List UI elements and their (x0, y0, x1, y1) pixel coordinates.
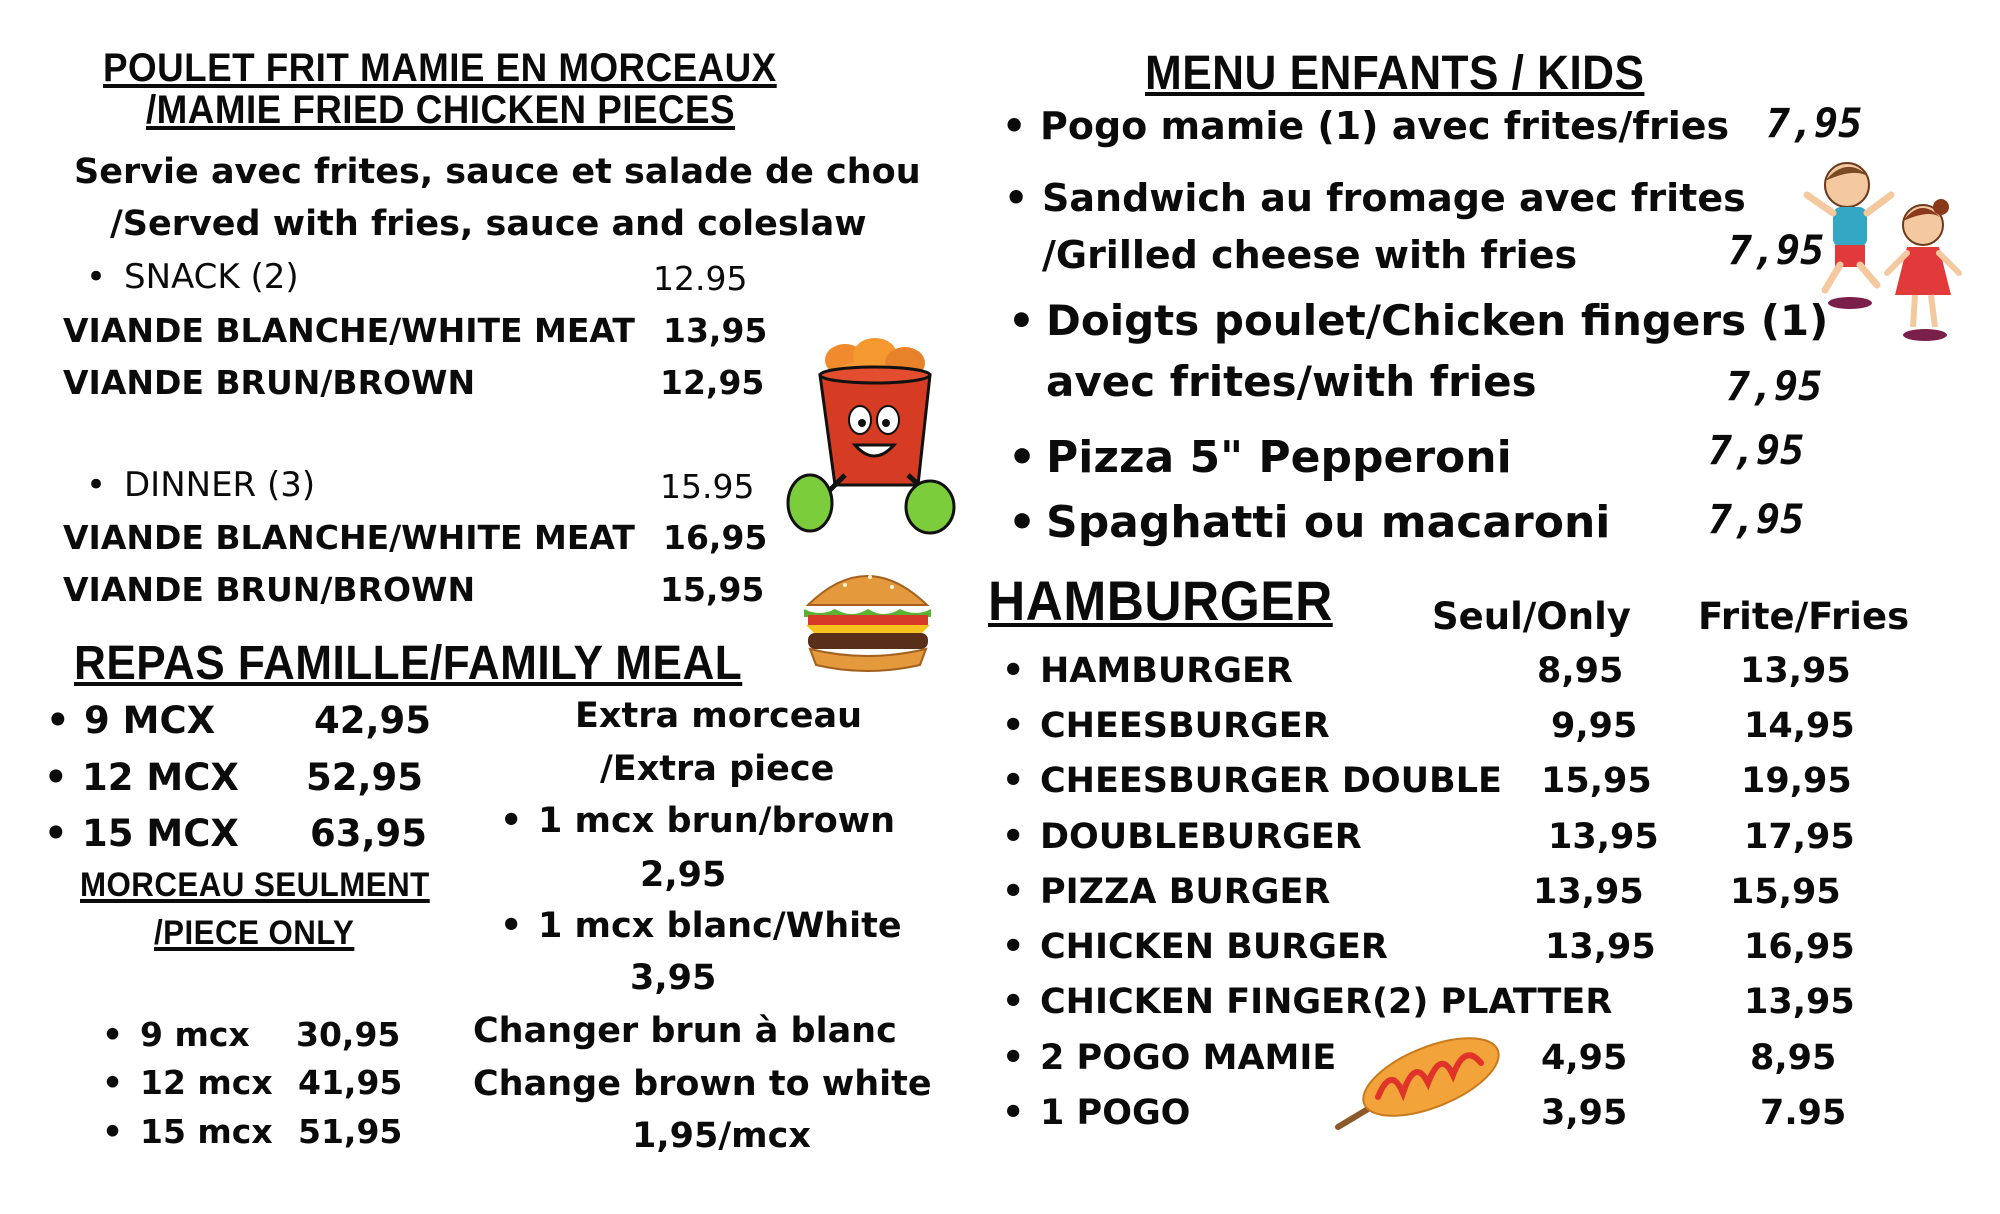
chicken-title-line1: POULET FRIT MAMIE EN MORCEAUX (103, 46, 777, 90)
burger-row-4-only: 13,95 (1548, 817, 1659, 857)
kids-item-1: • Pogo mamie (1) avec frites/fries (1040, 104, 1729, 148)
extra-line1: Extra morceau (575, 696, 863, 736)
snack-price: 12.95 (653, 259, 748, 298)
dinner-price: 15.95 (660, 467, 755, 506)
burger-row-7-label: • CHICKEN FINGER(2) PLATTER (1040, 982, 1612, 1022)
dinner-white-price: 16,95 (663, 518, 768, 557)
family-item-3-price: 63,95 (310, 812, 428, 855)
piece-item-3-label: • 15 mcx (140, 1112, 273, 1151)
piece-only-line1: MORCEAU SEULMENT (80, 866, 430, 904)
corndog-icon (1333, 1035, 1503, 1135)
burger-row-9-label: • 1 POGO (1040, 1093, 1190, 1133)
burger-row-8-label: • 2 POGO MAMIE (1040, 1038, 1336, 1078)
kids-item-5: • Spaghatti ou macaroni (1046, 497, 1610, 548)
extra-line2: /Extra piece (600, 749, 835, 789)
burger-row-5-only: 13,95 (1533, 872, 1644, 912)
burger-row-8-fries: 8,95 (1750, 1038, 1837, 1078)
kids-title: MENU ENFANTS / KIDS (1145, 47, 1645, 100)
burger-row-9-only: 3,95 (1541, 1093, 1628, 1133)
dinner-white-label: VIANDE BLANCHE/WHITE MEAT (63, 518, 635, 557)
burger-row-7-fries: 13,95 (1744, 982, 1855, 1022)
burger-row-6-only: 13,95 (1545, 927, 1656, 967)
family-title: REPAS FAMILLE/FAMILY MEAL (74, 637, 743, 690)
hamburger-title: HAMBURGER (988, 569, 1333, 632)
chicken-subtitle-line1: Servie avec frites, sauce et salade de chou (74, 152, 921, 192)
burger-row-2-fries: 14,95 (1744, 706, 1855, 746)
burger-row-5-fries: 15,95 (1730, 872, 1841, 912)
burger-row-5-label: • PIZZA BURGER (1040, 872, 1330, 912)
burger-row-3-label: • CHEESBURGER DOUBLE (1040, 761, 1502, 801)
chicken-bucket-mascot-icon (770, 335, 980, 545)
burger-row-2-label: • CHEESBURGER (1040, 706, 1330, 746)
change-line2: Change brown to white (473, 1064, 932, 1104)
burger-row-4-fries: 17,95 (1744, 817, 1855, 857)
change-line1: Changer brun à blanc (473, 1011, 897, 1051)
kids-price-5: 7,95 (1708, 497, 1805, 543)
extra-brown-price: 2,95 (640, 855, 727, 895)
burger-row-3-fries: 19,95 (1741, 761, 1852, 801)
snack-brown-price: 12,95 (660, 363, 765, 402)
dinner-label: • DINNER (3) (124, 465, 315, 505)
kids-price-2: 7,95 (1728, 228, 1825, 274)
kids-price-1: 7,95 (1766, 101, 1863, 147)
kids-item-3-line1: • Doigts poulet/Chicken fingers (1) (1046, 296, 1828, 345)
extra-brown-label: • 1 mcx brun/brown (538, 801, 895, 841)
piece-item-2-label: • 12 mcx (140, 1063, 273, 1102)
dinner-brown-price: 15,95 (660, 570, 765, 609)
piece-only-line2: /PIECE ONLY (154, 914, 355, 952)
kids-icon (1795, 155, 1965, 345)
kids-item-2-line1: • Sandwich au fromage avec frites (1042, 176, 1746, 220)
col-fries-header: Frite/Fries (1698, 595, 1910, 638)
change-price: 1,95/mcx (632, 1116, 811, 1156)
burger-row-1-only: 8,95 (1537, 651, 1624, 691)
kids-item-2-line2: /Grilled cheese with fries (1042, 233, 1578, 277)
burger-row-3-only: 15,95 (1541, 761, 1652, 801)
snack-white-price: 13,95 (663, 311, 768, 350)
kids-price-4: 7,95 (1708, 428, 1805, 474)
burger-row-8-only: 4,95 (1541, 1038, 1628, 1078)
family-item-2-label: • 12 MCX (82, 756, 239, 799)
kids-item-4: • Pizza 5" Pepperoni (1046, 432, 1512, 483)
family-item-1-label: • 9 MCX (84, 699, 215, 742)
piece-item-1-label: • 9 mcx (140, 1015, 250, 1054)
col-only-header: Seul/Only (1432, 595, 1631, 638)
burger-row-6-fries: 16,95 (1744, 927, 1855, 967)
burger-row-9-fries: 7.95 (1760, 1093, 1847, 1133)
family-item-2-price: 52,95 (306, 756, 424, 799)
burger-row-1-label: • HAMBURGER (1040, 651, 1293, 691)
family-item-3-label: • 15 MCX (82, 812, 239, 855)
extra-white-label: • 1 mcx blanc/White (538, 906, 902, 946)
piece-item-1-price: 30,95 (296, 1015, 401, 1054)
burger-row-6-label: • CHICKEN BURGER (1040, 927, 1388, 967)
chicken-subtitle-line2: /Served with fries, sauce and coleslaw (110, 204, 867, 244)
piece-item-3-price: 51,95 (298, 1112, 403, 1151)
piece-item-2-price: 41,95 (298, 1063, 403, 1102)
chicken-title-line2: /MAMIE FRIED CHICKEN PIECES (146, 88, 736, 132)
burger-row-4-label: • DOUBLEBURGER (1040, 817, 1362, 857)
burger-row-1-fries: 13,95 (1740, 651, 1851, 691)
snack-white-label: VIANDE BLANCHE/WHITE MEAT (63, 311, 635, 350)
snack-label: • SNACK (2) (124, 257, 299, 297)
snack-brown-label: VIANDE BRUN/BROWN (63, 363, 476, 402)
family-item-1-price: 42,95 (314, 699, 432, 742)
kids-price-3: 7,95 (1726, 364, 1823, 410)
dinner-brown-label: VIANDE BRUN/BROWN (63, 570, 476, 609)
kids-item-3-line2: avec frites/with fries (1046, 357, 1537, 406)
burger-row-2-only: 9,95 (1551, 706, 1638, 746)
burger-icon (800, 555, 935, 675)
extra-white-price: 3,95 (630, 958, 717, 998)
